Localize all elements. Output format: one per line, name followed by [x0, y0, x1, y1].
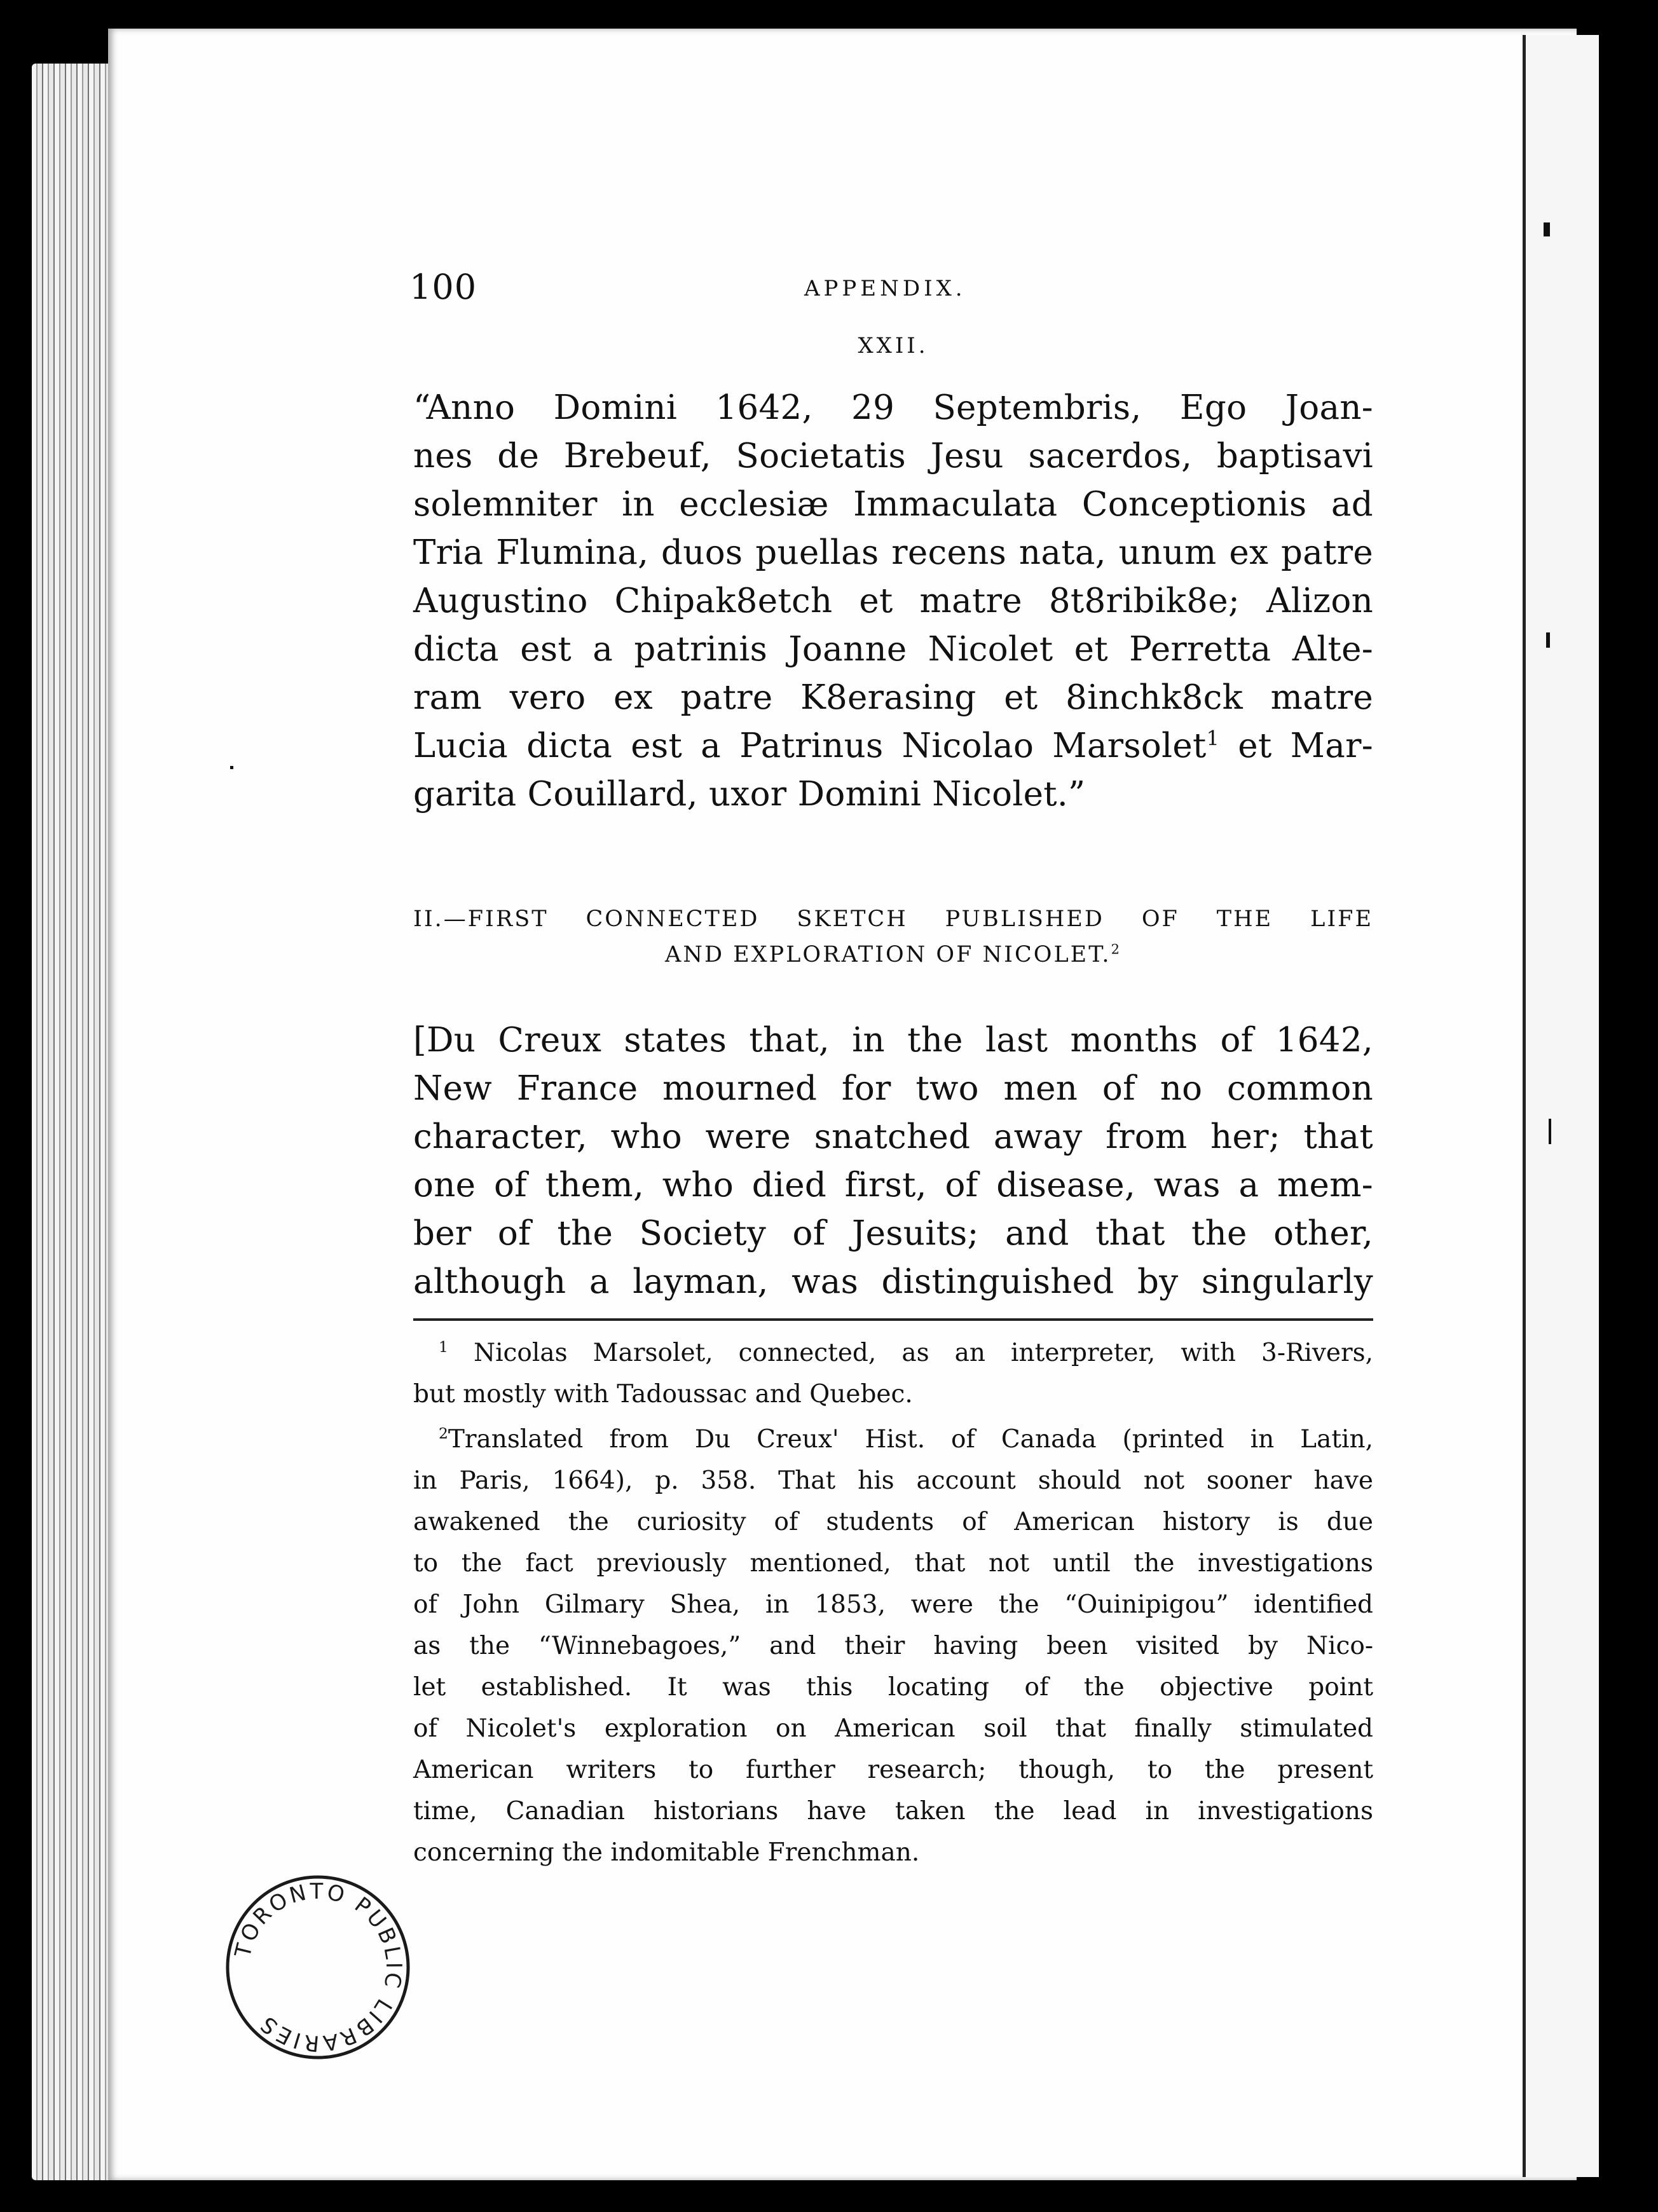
footnote-reference: 2 [1111, 941, 1121, 957]
footnote-marker: 2 [439, 1424, 448, 1442]
footnote-line: time, Canadian historians have taken the lead in investigations [413, 1797, 1373, 1826]
section-number: XXII. [858, 333, 929, 358]
heading-line: II.—FIRST CONNECTED SKETCH PUBLISHED OF THE LIFE [413, 906, 1373, 932]
margin-mark [230, 766, 233, 769]
heading-line [413, 937, 1373, 973]
section-heading [413, 901, 1373, 973]
footnote-text: Nicolas Marsolet, connected, as an interpreter, with 3-Rivers, [473, 1339, 1373, 1367]
footnote-line: of Nicolet's exploration on American soil that finally stimulated [413, 1714, 1373, 1743]
footnote-marker: 1 [439, 1338, 448, 1356]
footnotes [413, 1332, 1373, 1873]
footnote-line: as the “Winnebagoes,” and their having been visited by Nico- [413, 1632, 1373, 1660]
footnote-rule [413, 1318, 1373, 1321]
page-header [409, 267, 1373, 324]
text-line: dicta est a patrinis Joanne Nicolet et Perretta Alte- [413, 630, 1373, 669]
stamp-text: TORONTO PUBLIC LIBRARIES [230, 1878, 407, 2056]
margin-mark [1544, 222, 1550, 236]
footnote-line: of John Gilmary Shea, in 1853, were the “Ouinipigou” identified [413, 1590, 1373, 1619]
running-head: APPENDIX. [804, 276, 966, 301]
text-line: [Du Creux states that, in the last months of 1642, [413, 1021, 1373, 1060]
footnote-line: American writers to further research; though, to the present [413, 1756, 1373, 1784]
latin-baptism-record [413, 384, 1373, 819]
footnote-line: but mostly with Tadoussac and Quebec. [413, 1380, 913, 1409]
text-line: character, who were snatched away from her; that [413, 1117, 1373, 1156]
text-line: “Anno Domini 1642, 29 Septembris, Ego Joan- [413, 388, 1373, 427]
text-line: solemniter in ecclesiæ Immaculata Conceptionis ad [413, 485, 1373, 524]
footnote-line [413, 1332, 1373, 1374]
text-line: ram vero ex patre K8erasing et 8inchk8ck matre [413, 678, 1373, 717]
text-line: although a layman, was distinguished by singularly [413, 1262, 1373, 1301]
page-text [409, 267, 1373, 1873]
text-line: Augustino Chipak8etch et matre 8t8ribik8e; Alizon [413, 582, 1373, 620]
page-number: 100 [409, 267, 477, 307]
scan-border [1599, 0, 1658, 2212]
facing-page-edge [1523, 35, 1602, 2177]
text-line-part: et Mar- [1219, 727, 1373, 765]
text-line: New France mourned for two men of no common [413, 1069, 1373, 1108]
margin-mark [1549, 1119, 1551, 1144]
svg-text:TORONTO PUBLIC LIBRARIES [230, 1879, 406, 2056]
library-stamp [223, 1872, 413, 2063]
text-line: Tria Flumina, duos puellas recens nata, unum ex patre [413, 533, 1373, 572]
footnote-text: Translated from Du Creux' Hist. of Canada (printed in Latin, [448, 1425, 1373, 1454]
text-line-part: Lucia dicta est a Patrinus Nicolao Marsolet [413, 727, 1207, 765]
text-line-with-footnote-ref [413, 722, 1373, 770]
margin-mark [1546, 632, 1550, 648]
text-line: one of them, who died first, of disease, was a mem- [413, 1166, 1373, 1205]
text-line: nes de Brebeuf, Societatis Jesu sacerdos, baptisavi [413, 437, 1373, 475]
narrative-paragraph [413, 1017, 1373, 1307]
footnote-line: in Paris, 1664), p. 358. That his account should not sooner have [413, 1466, 1373, 1495]
footnote-line [413, 1419, 1373, 1460]
heading-line-text: AND EXPLORATION OF NICOLET. [665, 942, 1111, 967]
footnote-reference: 1 [1206, 727, 1220, 751]
footnote-line: to the fact previously mentioned, that not until the investigations [413, 1549, 1373, 1578]
text-line: garita Couillard, uxor Domini Nicolet.” [413, 775, 1086, 814]
footnote-line: awakened the curiosity of students of American history is due [413, 1508, 1373, 1536]
footnote-line: let established. It was this locating of the objective point [413, 1673, 1373, 1702]
text-line: ber of the Society of Jesuits; and that the other, [413, 1214, 1373, 1253]
footnote-line: concerning the indomitable Frenchman. [413, 1838, 920, 1867]
